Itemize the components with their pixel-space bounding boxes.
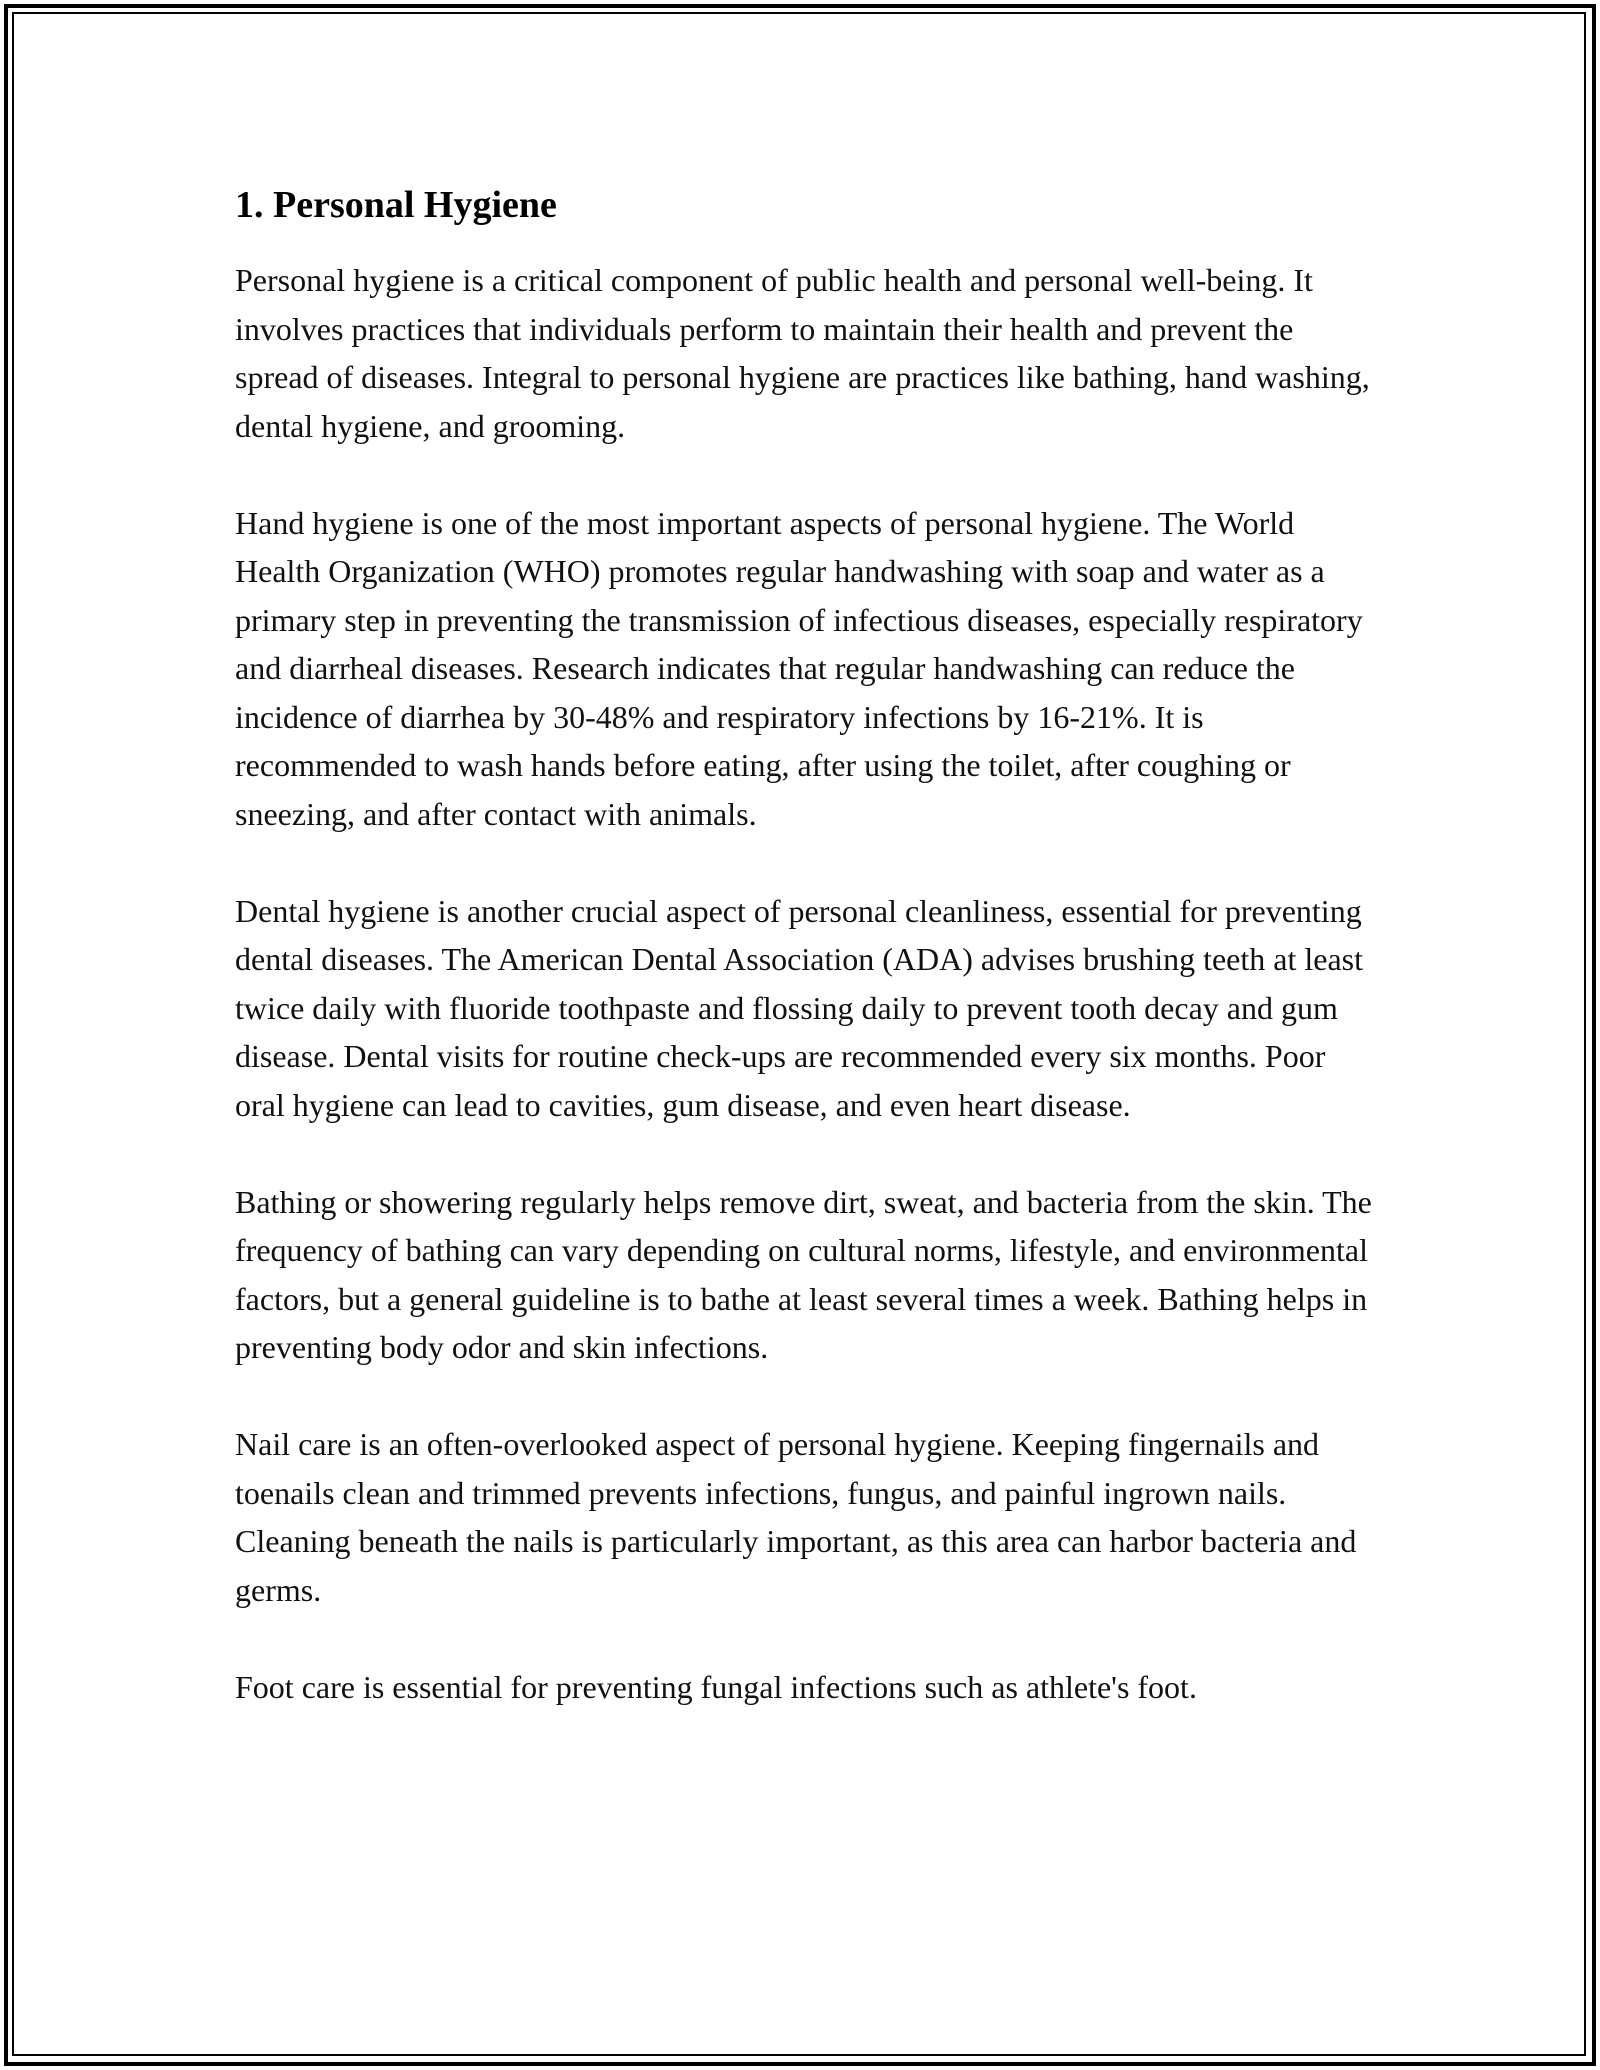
document-body xyxy=(235,180,1375,1760)
paragraph-intro: Personal hygiene is a critical component of public health and personal well-being. It involves practices that individuals perform to maintain their health and prevent the spread of diseases. Integral to personal hygiene are practices like bathing, hand washing, dental hygiene, and grooming. xyxy=(235,262,1370,444)
paragraph-dental-hygiene: Dental hygiene is another crucial aspect of personal cleanliness, essential for preventing dental diseases. The American Dental Association (ADA) advises brushing teeth at least twice daily with fluoride toothpaste and flossing daily to prevent tooth decay and gum disease. Dental visits for routine check-ups are recommended every six months. Poor oral hygiene can lead to cavities, gum disease, and even heart disease. xyxy=(235,892,1363,1123)
paragraph-bathing: Bathing or showering regularly helps remove dirt, sweat, and bacteria from the skin. The frequency of bathing can vary depending on cultural norms, lifestyle, and environmental factors, but a general guideline is to bathe at least several times a week. Bathing helps in preventing body odor and skin infections. xyxy=(235,1183,1372,1365)
paragraph-hand-hygiene: Hand hygiene is one of the most important aspects of personal hygiene. The World Health Organization (WHO) promotes regular handwashing with soap and water as a primary step in preventing the transmission of infectious diseases, especially respiratory and diarrheal diseases. Research indicates that regular handwashing can reduce the incidence of diarrhea by 30-48% and respiratory infections by 16-21%. It is recommended to wash hands before eating, after using the toilet, after coughing or sneezing, and after contact with animals. xyxy=(235,504,1363,832)
paragraph-foot-care: Foot care is essential for preventing fungal infections such as athlete's foot. xyxy=(235,1668,1197,1705)
section-title: 1. Personal Hygiene xyxy=(235,184,557,226)
paragraph-nail-care: Nail care is an often-overlooked aspect of personal hygiene. Keeping fingernails and toenails clean and trimmed prevents infections, fungus, and painful ingrown nails. Cleaning beneath the nails is particularly important, as this area can harbor bacteria and germs. xyxy=(235,1426,1357,1608)
